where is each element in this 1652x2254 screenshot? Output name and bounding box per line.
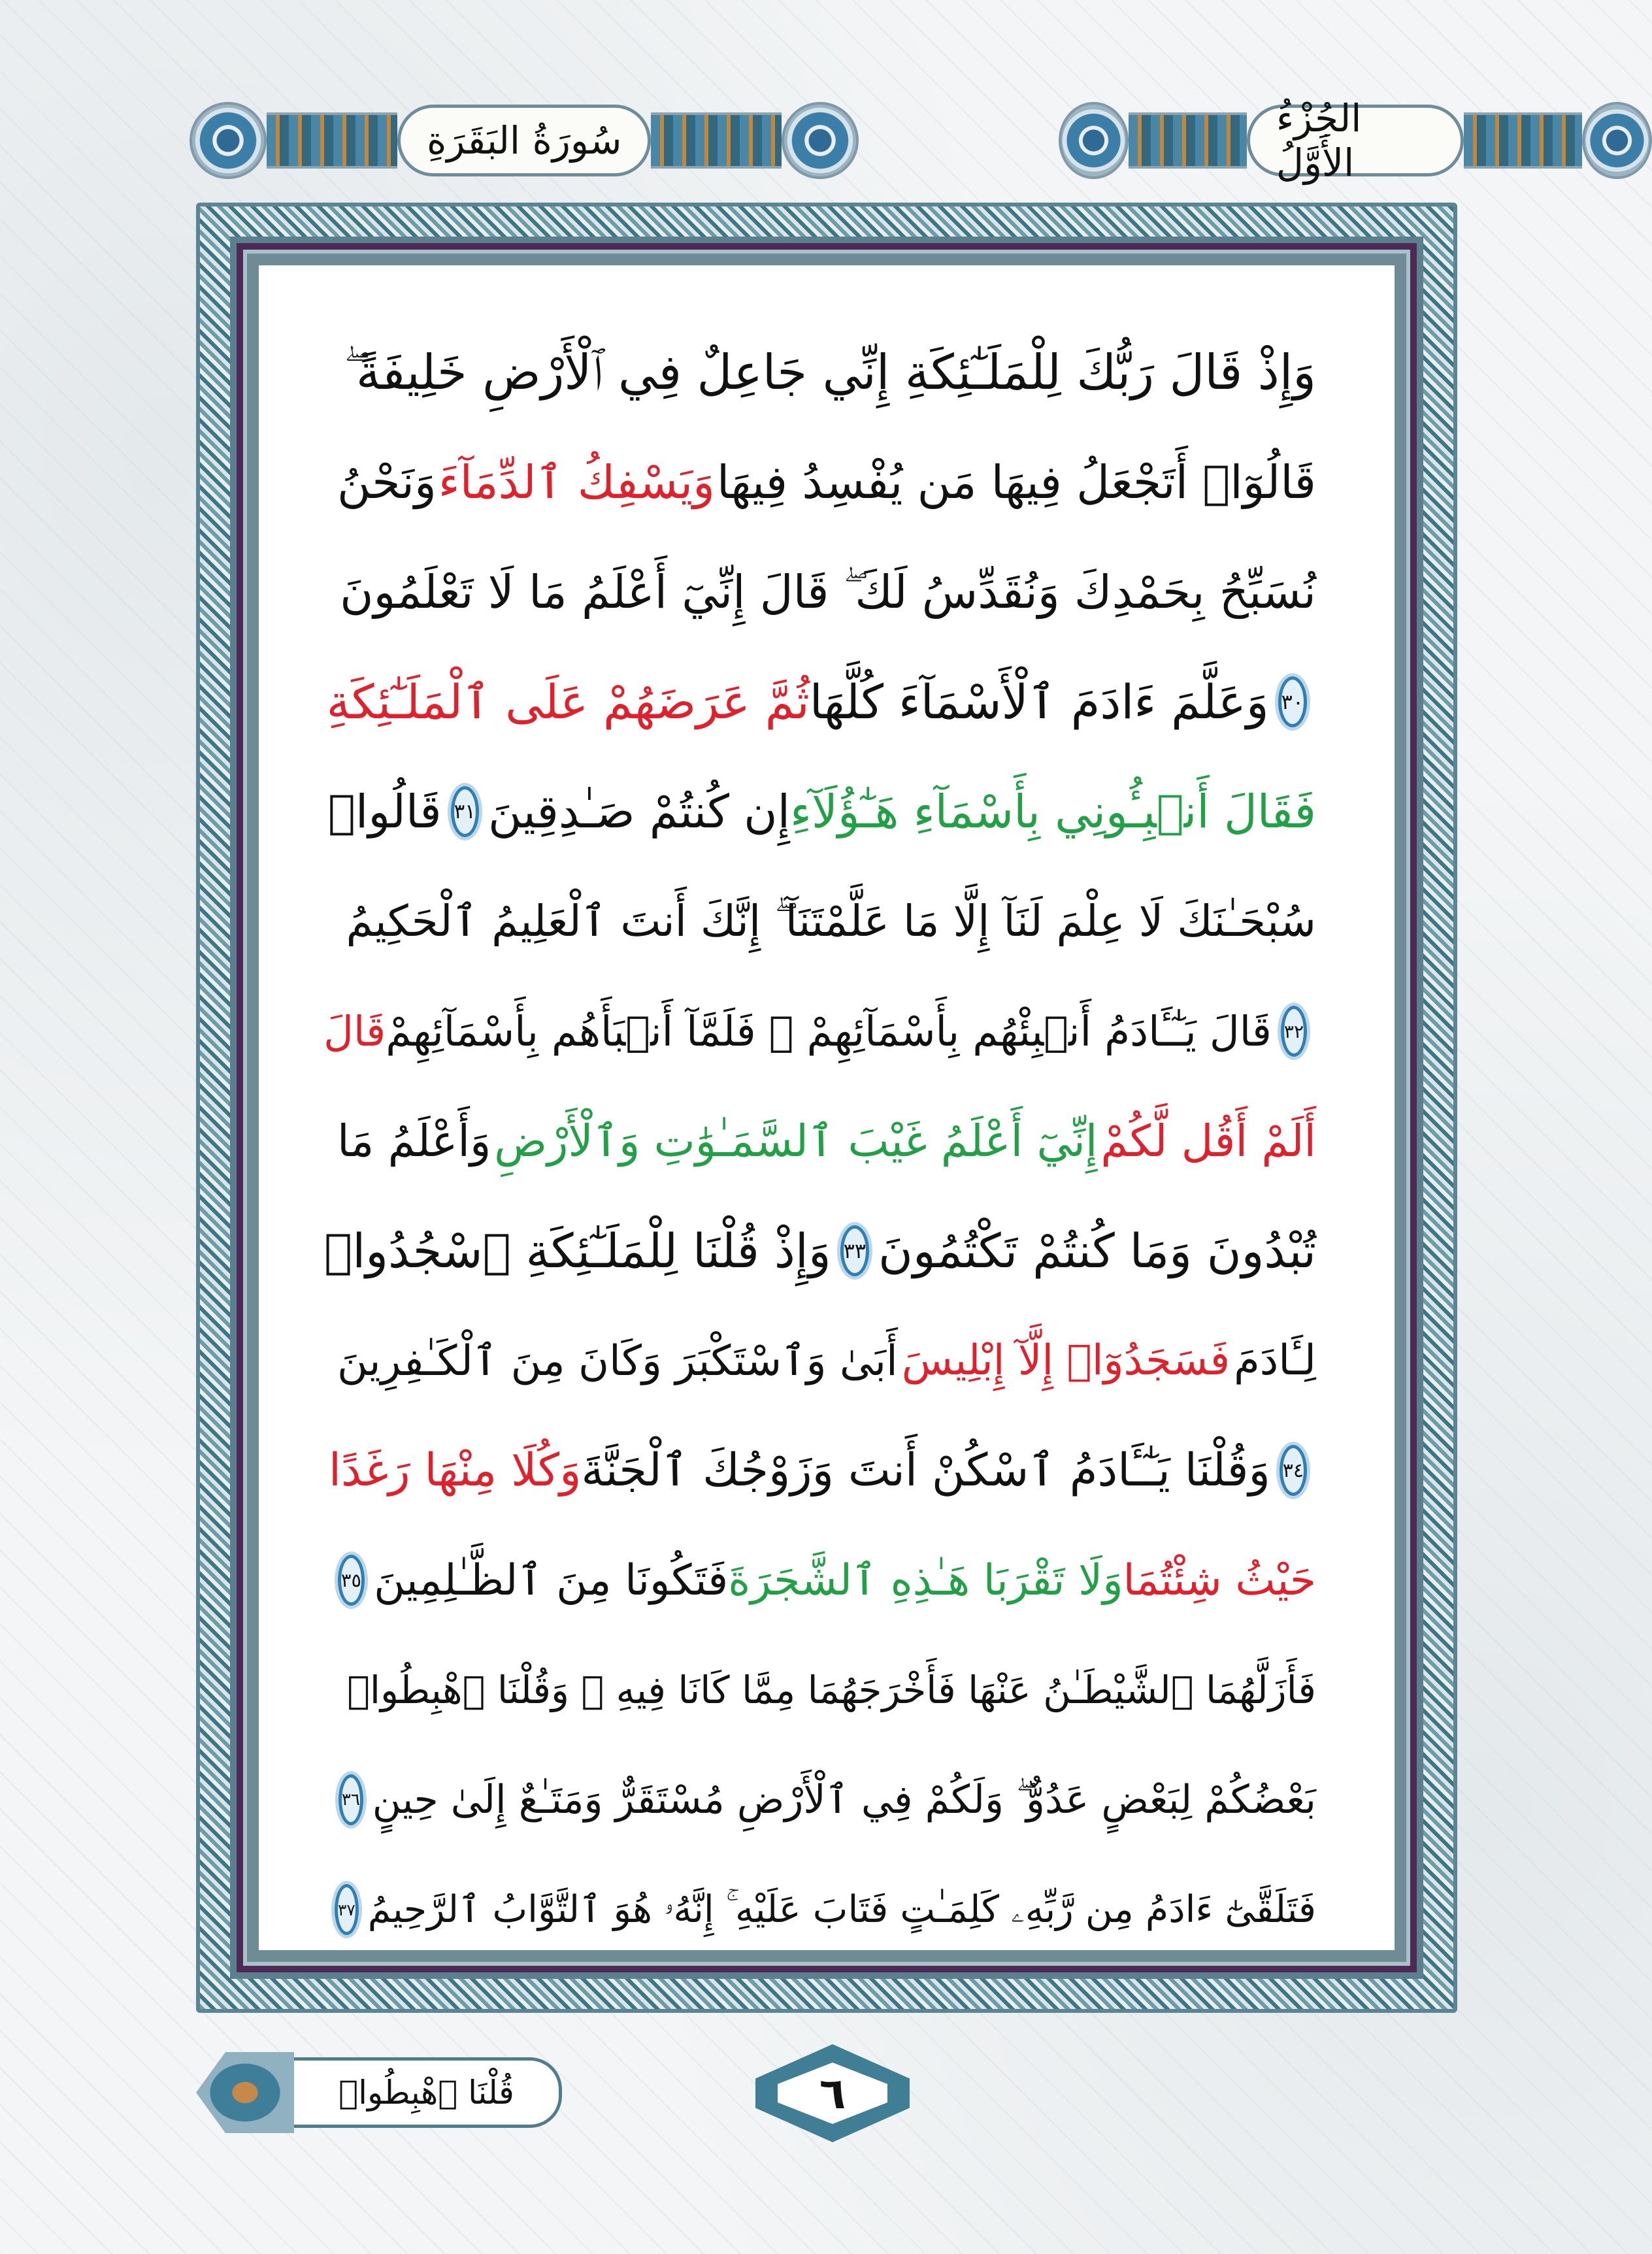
verse-text-segment: قَالُوا۟	[327, 785, 442, 838]
juz-name-header	[1059, 98, 1652, 183]
ayah-number-marker: ٣١	[451, 786, 479, 837]
ayah-number-marker: ٣٤	[1280, 1445, 1307, 1496]
verse-line	[323, 976, 1316, 1086]
verse-text-segment: إِن كُنتُمْ صَـٰدِقِينَ	[487, 785, 791, 838]
ayah-number-marker: ٣٦	[339, 1774, 363, 1825]
page-number: ٦	[819, 2068, 846, 2119]
ornament-band	[651, 112, 782, 169]
verse-line	[337, 318, 1316, 427]
ayah-number-marker: ٣٣	[840, 1225, 869, 1276]
verse-text-segment: حَيْثُ شِئْتُمَا	[1123, 1555, 1316, 1605]
verse-text-segment: وَإِذْ قُلْنَا لِلْمَلَـٰٓئِكَةِ ٱسْجُدُوا۟	[323, 1223, 831, 1278]
verse-line	[337, 427, 1316, 537]
verse-line	[326, 647, 1316, 757]
text-panel	[259, 265, 1395, 1950]
verse-text-segment: وَنَحْنُ	[337, 456, 437, 509]
ornament-band	[267, 112, 397, 169]
verse-lines	[323, 318, 1316, 1964]
rosette-icon	[1582, 102, 1652, 179]
verse-text-segment: وَأَعْلَمُ مَا	[337, 1116, 491, 1167]
ayah-number-marker: ٣٧	[335, 1884, 359, 1935]
verse-line	[337, 1635, 1316, 1745]
verse-text-segment: فَأَزَلَّهُمَا ٱلشَّيْطَـٰنُ عَنْهَا فَأَخْرَجَهُمَا مِمَّا كَانَا فِيهِ ۖ وَقُلْنَا ٱهْبِطُوا۟	[347, 1668, 1316, 1712]
verse-line	[337, 1745, 1316, 1855]
verse-text-segment: سُبْحَـٰنَكَ لَا عِلْمَ لَنَآ إِلَّا مَا عَلَّمْتَنَآ ۖ إِنَّكَ أَنتَ ٱلْعَلِيمُ ٱلْحَكِيمُ	[346, 895, 1316, 946]
ayah-number-marker: ٣٢	[1281, 1006, 1307, 1057]
verse-text-segment: قَالَ يَـٰٓـَٔادَمُ أَنۢبِئْهُم بِأَسْمَآئِهِمْ ۖ فَلَمَّآ أَنۢبَأَهُم بِأَسْمَآئِهِمْ	[386, 1007, 1272, 1055]
ayah-number-marker: ٣٠	[1278, 676, 1307, 727]
verse-text-segment: تُبْدُونَ وَمَا كُنتُمْ تَكْتُمُونَ	[878, 1223, 1316, 1278]
verse-text-segment: فَتَلَقَّىٰٓ ءَادَمُ مِن رَّبِّهِۦ كَلِمَـٰتٍ فَتَابَ عَلَيْهِ ۚ إِنَّهُۥ هُوَ ٱلتَّوَّابُ ٱلرَّحِيمُ	[367, 1887, 1316, 1931]
verse-text-segment: وَلَا تَقْرَبَا هَـٰذِهِ ٱلشَّجَرَةَ	[728, 1555, 1123, 1605]
verse-line	[337, 1306, 1316, 1416]
verse-text-segment: أَلَمْ أَقُل لَّكُمْ	[1100, 1116, 1316, 1167]
page-frame	[196, 203, 1457, 2013]
verse-text-segment: ثُمَّ عَرَضَهُمْ عَلَى ٱلْمَلَـٰٓئِكَةِ	[326, 674, 810, 729]
catchword-text: قُلْنَا ٱهْبِطُوا۟	[294, 2057, 562, 2128]
verse-text-segment: وَعَلَّمَ ءَادَمَ ٱلْأَسْمَآءَ كُلَّهَا	[809, 674, 1269, 729]
verse-text-segment: وَإِذْ قَالَ رَبُّكَ لِلْمَلَـٰٓئِكَةِ إِنِّي جَاعِلٌ فِي ٱلْأَرْضِ خَلِيفَةً ۖ	[344, 344, 1316, 401]
verse-line	[328, 1416, 1316, 1525]
surah-name-header	[190, 98, 859, 183]
verse-text-segment: فَسَجَدُوٓا۟ إِلَّآ إِبْلِيسَ	[901, 1336, 1231, 1385]
frame-inner-border	[230, 237, 1423, 1979]
verse-text-segment: وَيَسْفِكُ ٱلدِّمَآءَ	[438, 456, 715, 509]
rosette-icon	[190, 102, 267, 179]
verse-line	[337, 867, 1316, 976]
verse-text-segment: قَالَ	[323, 1007, 386, 1055]
verse-text-segment: وَقُلْنَا يَـٰٓـَٔادَمُ ٱسْكُنْ أَنتَ وَزَوْجُكَ ٱلْجَنَّةَ	[581, 1444, 1270, 1497]
verse-text-segment: وَكُلَا مِنْهَا رَغَدًا	[328, 1444, 582, 1497]
page-number-badge	[755, 2044, 910, 2142]
verse-line	[323, 1196, 1316, 1306]
juz-name-label: الجُزْءُ الأَوَّلُ	[1247, 105, 1464, 176]
verse-line	[337, 1855, 1316, 1964]
ornament-icon	[196, 2052, 294, 2133]
verse-line	[337, 537, 1316, 647]
verse-line	[327, 757, 1316, 867]
verse-text-segment: فَقَالَ أَنۢبِـُٔونِي بِأَسْمَآءِ هَـٰٓؤُلَآءِ	[790, 785, 1316, 838]
ayah-number-marker: ٣٥	[338, 1555, 365, 1606]
next-page-catchword	[196, 2052, 562, 2133]
verse-text-segment: إِنِّيٓ أَعْلَمُ غَيْبَ ٱلسَّمَـٰوَٰتِ وَٱلْأَرْضِ	[494, 1116, 1098, 1167]
verse-line	[337, 1525, 1316, 1635]
rosette-icon	[782, 102, 859, 179]
verse-line	[337, 1086, 1316, 1196]
ornament-band	[1464, 112, 1582, 169]
verse-text-segment: نُسَبِّحُ بِحَمْدِكَ وَنُقَدِّسُ لَكَ ۖ قَالَ إِنِّيٓ أَعْلَمُ مَا لَا تَعْلَمُونَ	[340, 565, 1316, 619]
verse-text-segment: بَعْضُكُمْ لِبَعْضٍ عَدُوٌّ ۖ وَلَكُمْ فِي ٱلْأَرْضِ مُسْتَقَرٌّ وَمَتَـٰعٌ إِلَىٰ حِينٍ	[372, 1777, 1316, 1823]
rosette-icon	[1059, 102, 1129, 179]
verse-text-segment: قَالُوٓا۟ أَتَجْعَلُ فِيهَا مَن يُفْسِدُ فِيهَا	[716, 456, 1316, 509]
verse-text-segment: فَتَكُونَا مِنَ ٱلظَّـٰلِمِينَ	[374, 1555, 729, 1605]
verse-text-segment: لِـَٔادَمَ	[1234, 1336, 1316, 1385]
verse-text-segment: أَبَىٰ وَٱسْتَكْبَرَ وَكَانَ مِنَ ٱلْكَـٰفِرِينَ	[337, 1336, 898, 1385]
surah-name-label: سُورَةُ البَقَرَةِ	[397, 105, 651, 176]
ornament-band	[1129, 112, 1247, 169]
frame-inner-border-2	[243, 250, 1410, 1966]
